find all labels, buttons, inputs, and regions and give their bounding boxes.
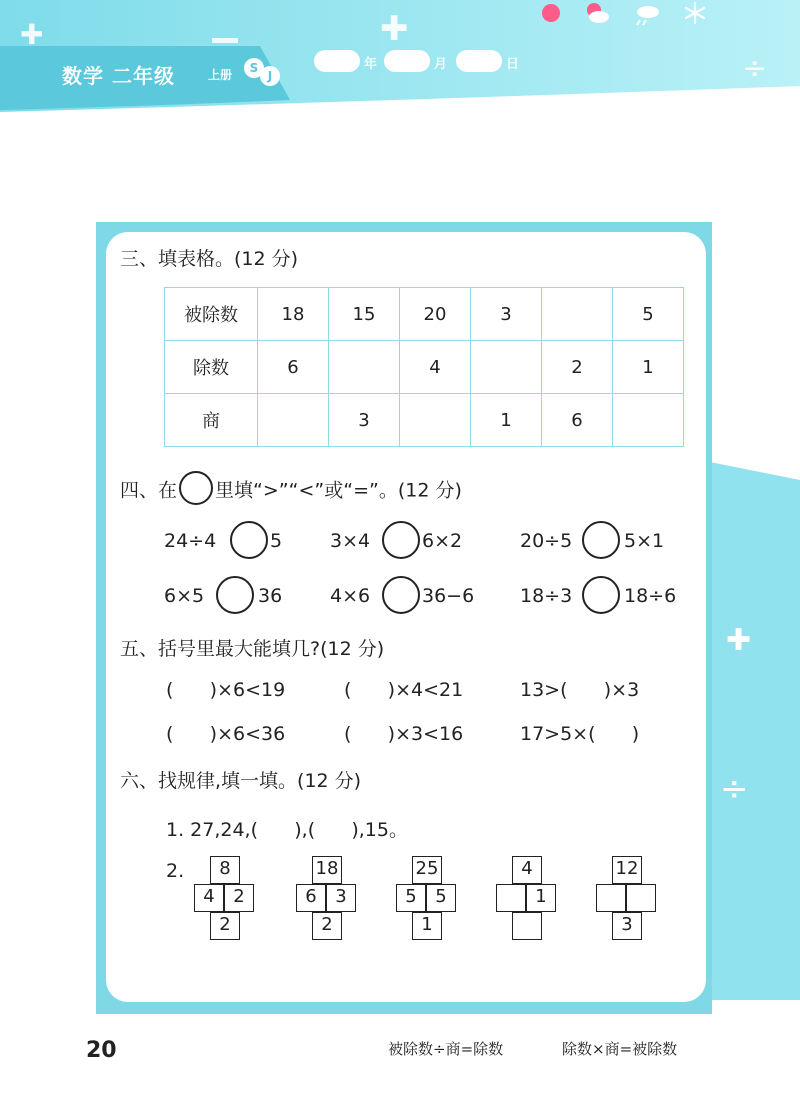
table-cell[interactable]	[329, 341, 400, 394]
table-cell[interactable]: 18	[258, 288, 329, 341]
svg-text:✚: ✚	[726, 623, 752, 658]
section-5-text: 五、括号里最大能填几?	[120, 638, 321, 660]
table-cell[interactable]	[400, 394, 471, 447]
table-cell[interactable]: 20	[400, 288, 471, 341]
section-4-text-pre: 四、在	[120, 479, 178, 502]
badge-j: J	[260, 66, 280, 86]
inequality-item[interactable]: ( )×4<21	[344, 679, 464, 701]
formula-dividend: 除数×商=被除数	[562, 1040, 678, 1058]
inequality-item[interactable]: ( )×6<19	[166, 679, 286, 701]
answer-circle[interactable]	[216, 576, 254, 614]
answer-circle[interactable]	[382, 521, 420, 559]
pyramid-left[interactable]	[496, 884, 526, 912]
table-row	[165, 288, 684, 341]
table-cell[interactable]: 3	[471, 288, 542, 341]
subject-title: 数学 二年级	[62, 64, 175, 88]
svg-text:÷: ÷	[742, 51, 768, 86]
badge-s: S	[244, 58, 264, 78]
pyramid-right[interactable]: 5	[426, 884, 456, 912]
table-row	[165, 394, 684, 447]
table-cell[interactable]: 5	[613, 288, 684, 341]
side-decoration	[700, 440, 800, 1000]
month-label: 月	[434, 57, 448, 72]
pyramid-left[interactable]: 4	[194, 884, 224, 912]
section-6-text: 六、找规律,填一填。	[120, 770, 298, 792]
page-number: 20	[86, 1038, 117, 1063]
table-cell[interactable]	[542, 288, 613, 341]
svg-text:÷: ÷	[720, 769, 749, 809]
pyramid-top[interactable]: 8	[210, 856, 240, 884]
division-table	[164, 287, 684, 447]
table-cell[interactable]: 6	[258, 341, 329, 394]
pyramid-bottom[interactable]: 2	[312, 912, 342, 940]
compare-right: 5×1	[624, 530, 665, 552]
month-field[interactable]	[384, 50, 430, 72]
pyramid-right[interactable]: 1	[526, 884, 556, 912]
rain-icon[interactable]	[634, 0, 660, 26]
answer-circle[interactable]	[582, 576, 620, 614]
compare-left: 4×6	[330, 585, 371, 607]
section-4-title	[120, 474, 462, 508]
pyramid-left[interactable]: 6	[296, 884, 326, 912]
section-3-text: 三、填表格。	[120, 248, 235, 270]
compare-right: 6×2	[422, 530, 463, 552]
compare-left: 24÷4	[164, 530, 217, 552]
pyramid-right[interactable]: 3	[326, 884, 356, 912]
question-2-label: 2.	[166, 860, 185, 882]
compare-right: 5	[270, 530, 283, 552]
section-4-points: (12 分)	[397, 479, 462, 502]
pyramid-bottom[interactable]: 2	[210, 912, 240, 940]
section-5-title	[120, 634, 384, 661]
compare-left: 3×4	[330, 530, 371, 552]
table-cell[interactable]	[258, 394, 329, 447]
row-label-dividend: 被除数	[165, 288, 258, 341]
section-6-title	[120, 766, 361, 793]
table-cell[interactable]: 4	[400, 341, 471, 394]
row-label-divisor: 除数	[165, 341, 258, 394]
formula-divisor: 被除数÷商=除数	[388, 1040, 504, 1058]
publisher-badge	[244, 58, 284, 86]
pyramid-bottom[interactable]: 1	[412, 912, 442, 940]
year-field[interactable]	[314, 50, 360, 72]
compare-right: 36−6	[422, 585, 475, 607]
compare-left: 20÷5	[520, 530, 573, 552]
snow-icon[interactable]	[682, 0, 708, 26]
section-3-title	[120, 244, 298, 271]
table-cell[interactable]: 1	[613, 341, 684, 394]
answer-circle[interactable]	[382, 576, 420, 614]
pyramid-top[interactable]: 25	[412, 856, 442, 884]
answer-circle[interactable]	[582, 521, 620, 559]
table-cell[interactable]	[613, 394, 684, 447]
table-cell[interactable]	[471, 341, 542, 394]
pyramid-bottom[interactable]	[512, 912, 542, 940]
compare-right: 36	[258, 585, 283, 607]
year-label: 年	[364, 57, 378, 72]
compare-left: 18÷3	[520, 585, 573, 607]
partly-cloudy-icon[interactable]	[584, 0, 610, 26]
inequality-item[interactable]: 13>( )×3	[520, 679, 640, 701]
section-4-text-post: 里填“>”“<”或“=”。	[215, 479, 398, 502]
pyramid-top[interactable]: 12	[612, 856, 642, 884]
svg-text:✚: ✚	[380, 9, 409, 49]
svg-text:✚: ✚	[20, 18, 44, 51]
table-row	[165, 341, 684, 394]
inequality-item[interactable]: ( )×3<16	[344, 723, 464, 745]
inequality-item[interactable]: ( )×6<36	[166, 723, 286, 745]
pyramid-left[interactable]: 5	[396, 884, 426, 912]
pyramid-right[interactable]	[626, 884, 656, 912]
pyramid-right[interactable]: 2	[224, 884, 254, 912]
compare-right: 18÷6	[624, 585, 677, 607]
pyramid-top[interactable]: 18	[312, 856, 342, 884]
section-6-points: (12 分)	[297, 770, 362, 792]
day-label: 日	[506, 57, 520, 72]
table-cell[interactable]: 15	[329, 288, 400, 341]
section-3-points: (12 分)	[234, 248, 299, 270]
sun-icon[interactable]	[538, 0, 564, 26]
day-field[interactable]	[456, 50, 502, 72]
table-cell[interactable]: 1	[471, 394, 542, 447]
pyramid-top[interactable]: 4	[512, 856, 542, 884]
pyramid-bottom[interactable]: 3	[612, 912, 642, 940]
table-cell[interactable]: 3	[329, 394, 400, 447]
pyramid-left[interactable]	[596, 884, 626, 912]
row-label-quotient: 商	[165, 394, 258, 447]
section-5-points: (12 分)	[320, 638, 385, 660]
table-cell[interactable]: 2	[542, 341, 613, 394]
compare-left: 6×5	[164, 585, 205, 607]
sequence-question[interactable]: 1. 27,24,( ),( ),15。	[166, 819, 408, 841]
table-cell[interactable]: 6	[542, 394, 613, 447]
circle-icon	[179, 471, 213, 505]
page-header	[0, 0, 800, 112]
answer-circle[interactable]	[230, 521, 268, 559]
inequality-item[interactable]: 17>5×( )	[520, 723, 640, 745]
volume-label: 上册	[208, 68, 233, 82]
